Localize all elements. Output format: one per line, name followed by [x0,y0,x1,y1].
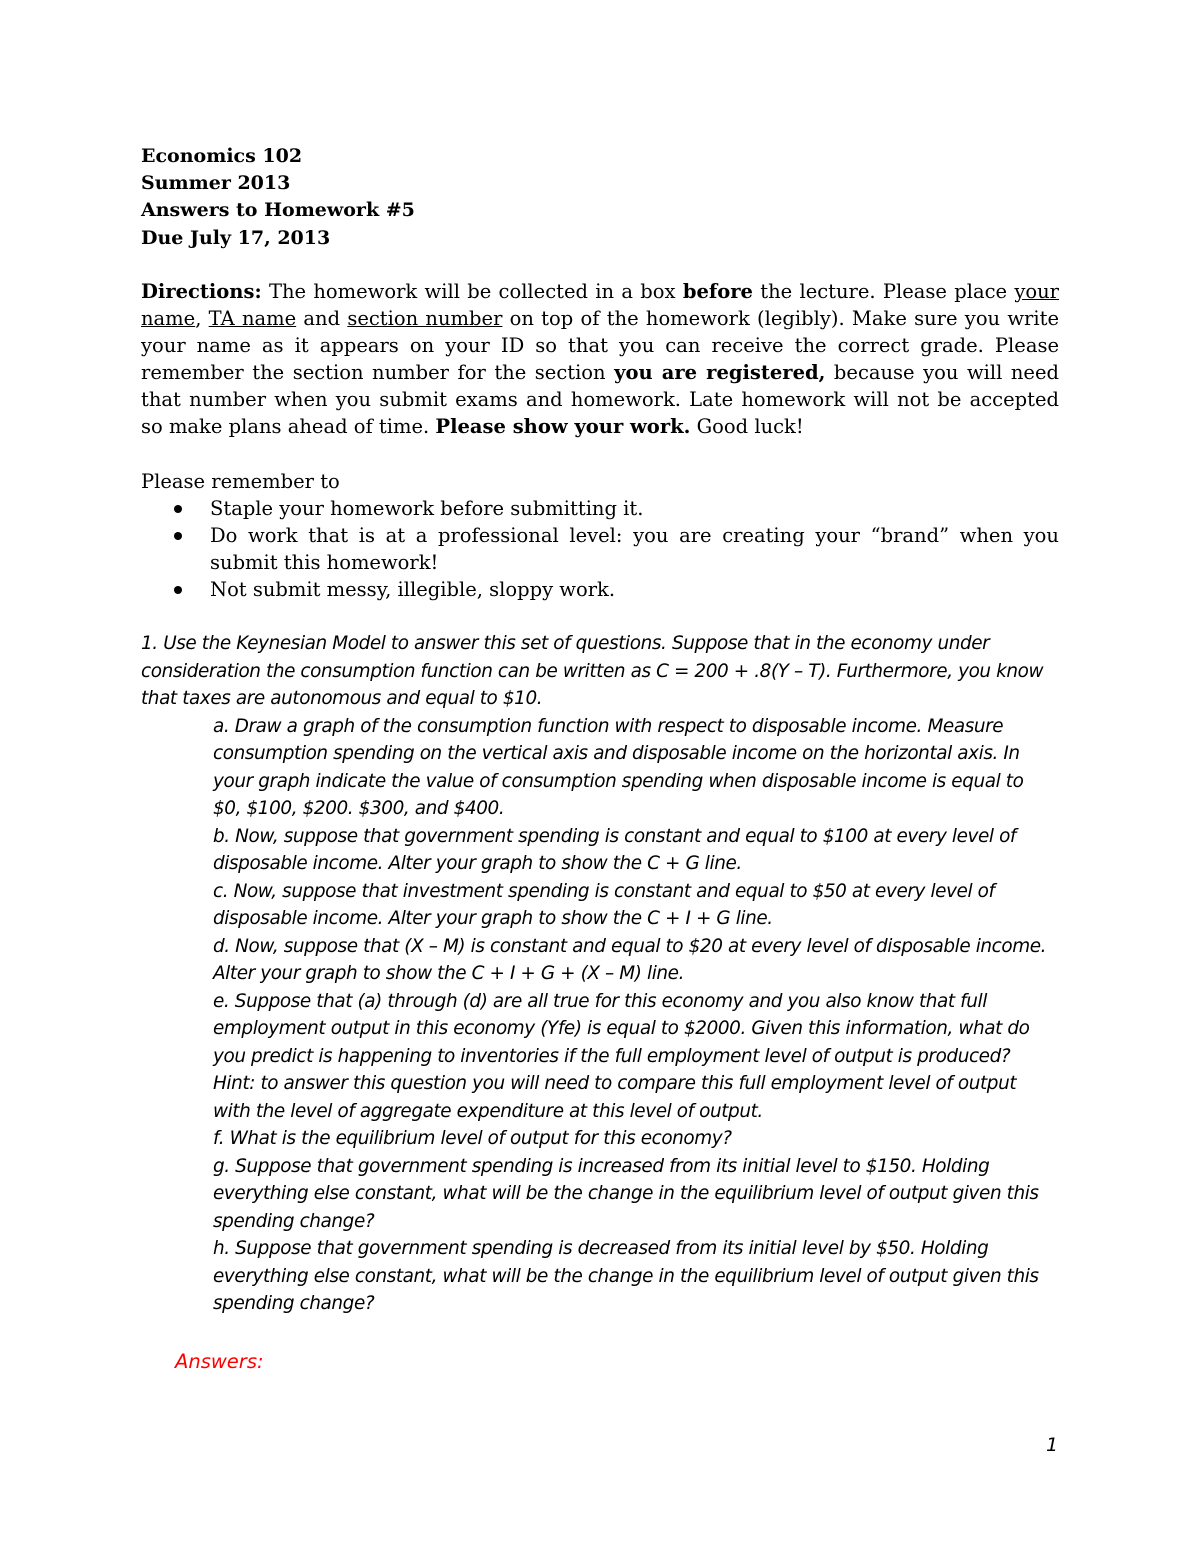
question-parts [141,713,1056,1318]
due-date: Due July 17, 2013 [141,226,331,249]
question-part-c: c. Now, suppose that investment spending is constant and equal to $50 at every level of disposable income. Alter your graph to show the C + I + G line. [213,880,995,929]
list-item [141,495,1059,522]
question-part-b: b. Now, suppose that government spending is constant and equal to $100 at every level of disposable income. Alter your graph to show the C + G line. [213,825,1017,874]
bullet-icon [174,532,182,540]
directions-text: , [195,307,209,331]
reminder-list [141,495,1059,603]
list-item [141,522,1059,576]
question-part-f: f. What is the equilibrium level of output for this economy? [213,1128,732,1149]
directions-emphasis: before [682,280,753,303]
directions-emphasis: you are registered, [614,361,826,385]
answers-heading: Answers: [175,1350,264,1373]
directions-text: on top of the homework (legibly). Make sure you write your name as it appears on your ID so that you can receive the correct grade. Please remember the section number for the section [141,307,1059,385]
question-intro: 1. Use the Keynesian Model to answer this set of questions. Suppose that in the economy under consideration the consumption function can be written as C = 200 + .8(Y – T). Furthermore, you know that taxes are autonomous and equal to $10. [141,633,1044,709]
directions-emphasis: Please show your work. [435,415,691,439]
question-part-g: g. Suppose that government spending is increased from its initial level to $150. Holding everything else constant, what will be the change in the equilibrium level of output given this spending change? [213,1155,1039,1232]
directions-label: Directions: [141,280,262,303]
your-name-underlined: your name [141,280,1059,331]
bullet-icon [174,586,182,594]
list-item-text: Staple your homework before submitting it. [210,497,644,520]
list-item [141,576,1059,603]
course-title: Economics 102 [141,145,303,167]
bullet-icon [174,505,182,513]
reminder-intro: Please remember to [141,470,340,493]
directions-paragraph [141,278,1059,441]
ta-name-underlined: TA name [208,307,297,331]
question-part-h: h. Suppose that government spending is decreased from its initial level by $50. Holding everything else constant, what will be the change in the equilibrium level of output given this spending change? [213,1238,1039,1314]
document-title: Answers to Homework #5 [141,199,415,222]
list-item-text: Not submit messy, illegible, sloppy work. [210,578,616,602]
page-number: 1 [1046,1434,1059,1456]
directions-text: the lecture. Please place [752,280,1015,303]
directions-text: The homework will be collected in a box [261,280,683,303]
question-part-e: e. Suppose that (a) through (d) are all true for this economy and you also know that full employment output in this economy (Yfe) is equal to $2000. Given this information, what do you predict is happening to inventories if the full employment level of output is produced? Hint: to answer this question you will need to compare this full employment level of output with the level of aggregate expenditure at this level of output. [213,990,1030,1122]
directions-text: Good luck! [690,415,804,439]
document-header [141,143,415,252]
question-part-d: d. Now, suppose that (X – M) is constant and equal to $20 at every level of disposable income. Alter your graph to show the C + I + G + (X – M) line. [213,935,1047,984]
directions-text: because you will need that number when you submit exams and homework. Late homework will not be accepted so make plans ahead of time. [141,361,1059,439]
directions-text: and [296,307,348,331]
list-item-text: Do work that is at a professional level: you are creating your “brand” when you submit this homework! [210,524,1059,575]
term: Summer 2013 [141,172,291,195]
question-1 [141,630,1056,1318]
question-part-a: a. Draw a graph of the consumption function with respect to disposable income. Measure consumption spending on the vertical axis and disposable income on the horizontal axis. In your graph indicate the value of consumption spending when disposable income is equal to $0, $100, $200. $300, and $400. [213,715,1024,819]
section-number-underlined: section number [347,307,503,331]
